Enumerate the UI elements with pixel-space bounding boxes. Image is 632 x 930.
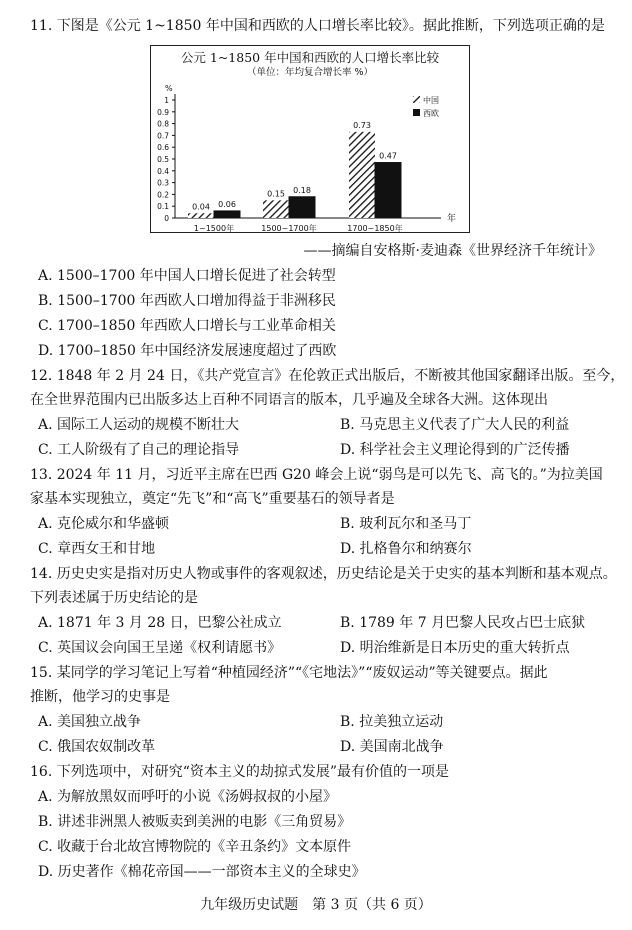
chart-plot [157,84,456,232]
q13-option-a[interactable]: A. 克伦威尔和华盛顿 [38,516,170,532]
data-label: 0.47 [379,151,397,161]
q11-source: ——摘编自安格斯·麦迪森《世界经济千年统计》 [303,243,602,259]
legend-swatch [413,96,420,103]
q12-option-b[interactable]: B. 马克思主义代表了广大人民的利益 [340,417,570,433]
x-tick-label: 1500~1700年 [261,224,317,232]
q15-stem-line-1: 15. 某同学的学习笔记上写着“种植园经济”“《宅地法》”“废奴运动”等关键要点。据此 [30,665,548,681]
y-tick-label: 0.2 [157,190,169,200]
chart-title: 公元 1~1850 年中国和西欧的人口增长率比较 [180,50,440,65]
q12-stem-line-2: 在全世界范围内已出版多达上百种不同语言的版本，几乎遍及全球各大洲。这体现出 [30,392,548,408]
q11-option-b[interactable]: B. 1500–1700 年西欧人口增加得益于非洲移民 [38,293,336,309]
q13-option-b[interactable]: B. 玻利瓦尔和圣马丁 [340,516,472,532]
q15-stem-line-2: 推断，他学习的史事是 [30,689,170,705]
q14-option-b[interactable]: B. 1789 年 7 月巴黎人民攻占巴士底狱 [340,615,586,631]
page-footer: 九年级历史试题 第 3 页（共 6 页） [200,897,432,913]
q16-option-a[interactable]: A. 为解放黑奴而呼吁的小说《汤姆叔叔的小屋》 [38,789,338,805]
q15-option-a[interactable]: A. 美国独立战争 [38,714,142,730]
q14-option-c[interactable]: C. 英国议会向国王呈递《权利请愿书》 [38,640,282,656]
y-tick-label: 0.1 [157,202,169,212]
data-label: 0.18 [293,185,311,195]
bar-west-europe [289,197,315,218]
y-tick-label: 0.5 [157,155,169,164]
q11-stem: 11. 下图是《公元 1~1850 年中国和西欧的人口增长率比较》。据此推断，下列选项正确的是 [30,18,605,34]
q11-option-d[interactable]: D. 1700–1850 年中国经济发展速度超过了西欧 [38,343,337,359]
q15-option-b[interactable]: B. 拉美独立运动 [340,714,444,730]
q12-option-a[interactable]: A. 国际工人运动的规模不断壮大 [38,417,240,433]
y-tick-label: 0.8 [157,119,169,129]
q11-option-a[interactable]: A. 1500–1700 年中国人口增长促进了社会转型 [38,268,336,284]
x-tick-label: 1~1500年 [193,224,235,232]
q12-option-c[interactable]: C. 工人阶级有了自己的理论指导 [38,442,240,458]
q14-stem-line-2: 下列表述属于历史结论的是 [30,590,198,606]
chart-subtitle: （单位：年均复合增长率 %） [246,67,374,78]
x-tick-label: 1700~1850年 [347,224,403,232]
chart-svg [151,46,469,232]
q11-option-c[interactable]: C. 1700–1850 年西欧人口增长与工业革命相关 [38,318,336,334]
q13-option-c[interactable]: C. 章西女王和甘地 [38,541,156,557]
bar-china [263,200,289,218]
chart-legend [413,95,439,118]
q13-stem-line-1: 13. 2024 年 11 月，习近平主席在巴西 G20 峰会上说“弱鸟是可以先飞、高飞的。”为拉美国 [30,467,603,483]
y-tick-label: 0.4 [157,166,169,176]
population-growth-chart [150,45,470,233]
x-axis-unit-label: 年 [447,214,457,224]
bar-west-europe [214,211,240,218]
legend-label: 西欧 [423,109,439,118]
y-tick-label: 0.9 [157,107,169,117]
data-label: 0.73 [353,120,371,130]
q14-option-a[interactable]: A. 1871 年 3 月 28 日，巴黎公社成立 [38,615,282,631]
legend-label: 中国 [423,96,439,105]
q13-stem-line-2: 家基本实现独立，奠定“先飞”和“高飞”重要基石的领导者是 [30,491,395,507]
bar-west-europe [375,163,401,218]
q16-stem: 16. 下列选项中，对研究“资本主义的劫掠式发展”最有价值的一项是 [30,764,450,780]
y-tick-label: 0.7 [157,131,169,141]
data-label: 0.06 [218,199,236,209]
q15-option-c[interactable]: C. 俄国农奴制改革 [38,739,156,755]
data-label: 0.04 [192,202,210,212]
q15-option-d[interactable]: D. 美国南北战争 [340,739,444,755]
q14-option-d[interactable]: D. 明治维新是日本历史的重大转折点 [340,640,570,656]
legend-swatch [413,109,420,116]
q14-stem-line-1: 14. 历史史实是指对历史人物或事件的客观叙述，历史结论是关于史实的基本判断和基本观点。 [30,566,617,582]
q16-option-b[interactable]: B. 讲述非洲黑人被贩卖到美洲的电影《三角贸易》 [38,814,352,830]
y-tick-label: 0.3 [157,178,169,188]
q12-stem-line-1: 12. 1848 年 2 月 24 日，《共产党宣言》在伦敦正式出版后，不断被其他国家翻译出版。至今， [30,368,625,384]
bar-china [349,132,375,218]
q16-option-d[interactable]: D. 历史著作《棉花帝国——一部资本主义的全球史》 [38,864,366,880]
q13-option-d[interactable]: D. 扎格鲁尔和纳赛尔 [340,541,472,557]
y-axis-unit-label: % [165,84,173,93]
y-tick-label: 1 [164,96,169,105]
y-tick-label: 0 [164,214,169,223]
data-label: 0.15 [267,189,285,199]
bar-china [188,213,214,218]
y-tick-label: 0.6 [157,143,169,153]
q16-option-c[interactable]: C. 收藏于台北故宫博物院的《辛丑条约》文本原件 [38,839,352,855]
q12-option-d[interactable]: D. 科学社会主义理论得到的广泛传播 [340,442,570,458]
